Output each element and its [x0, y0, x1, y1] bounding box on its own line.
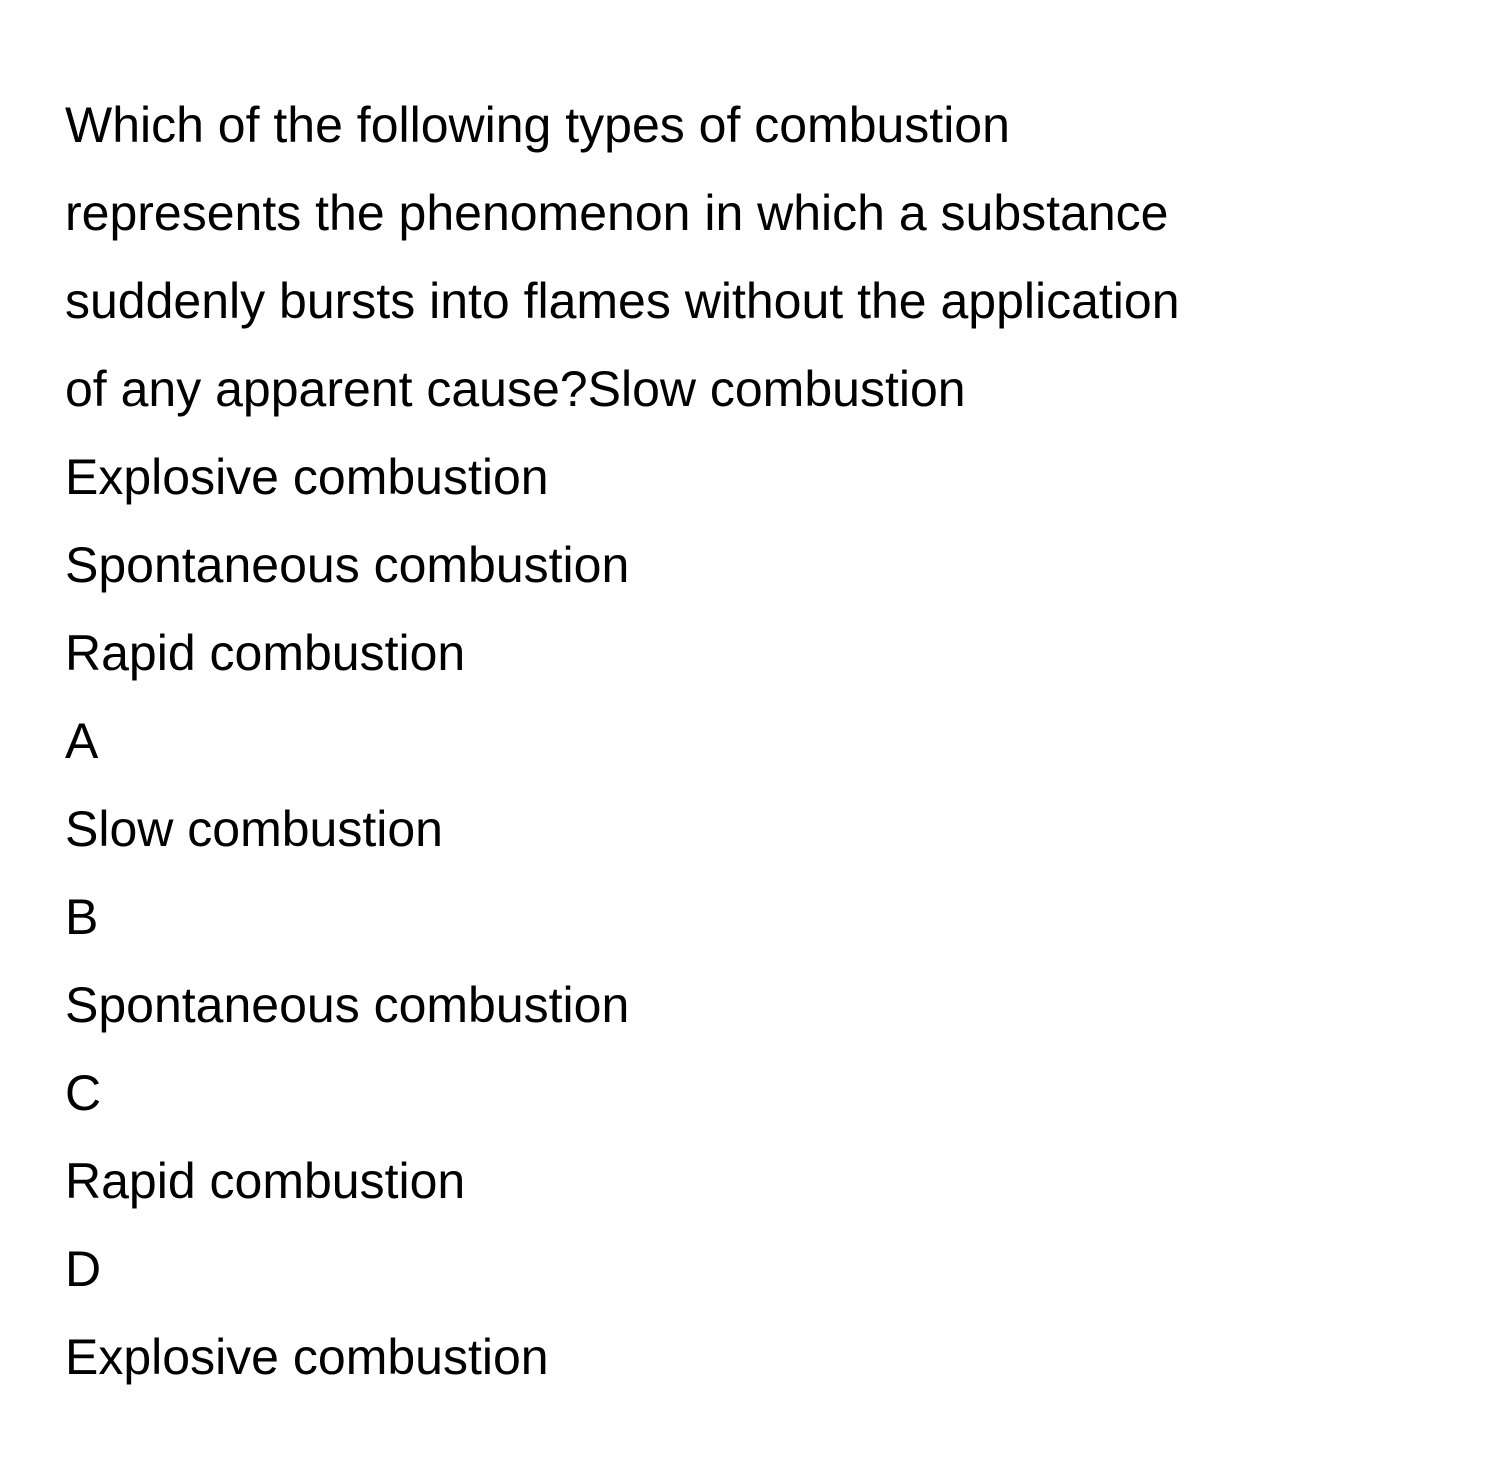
question-line: suddenly bursts into flames without the application — [65, 273, 1180, 329]
option-letter: D — [65, 1241, 102, 1297]
inline-option: Spontaneous combustion — [65, 537, 630, 593]
inline-option: Explosive combustion — [65, 449, 549, 505]
inline-options — [65, 433, 1440, 697]
option-text: Spontaneous combustion — [65, 977, 630, 1033]
question-line: Which of the following types of combustion — [65, 97, 1010, 153]
question-line: of any apparent cause?Slow combustion — [65, 361, 966, 417]
option-text: Rapid combustion — [65, 1153, 466, 1209]
question-text — [65, 81, 1440, 433]
inline-option: Rapid combustion — [65, 625, 466, 681]
option-text: Explosive combustion — [65, 1329, 549, 1385]
answer-option-d[interactable] — [65, 1225, 1440, 1401]
answer-option-b[interactable] — [65, 873, 1440, 1049]
option-letter: B — [65, 889, 99, 945]
question-line: represents the phenomenon in which a substance — [65, 185, 1169, 241]
option-letter: A — [65, 713, 99, 769]
option-text: Slow combustion — [65, 801, 443, 857]
answer-option-a[interactable] — [65, 697, 1440, 873]
answer-list — [65, 697, 1440, 1401]
answer-option-c[interactable] — [65, 1049, 1440, 1225]
option-letter: C — [65, 1065, 102, 1121]
